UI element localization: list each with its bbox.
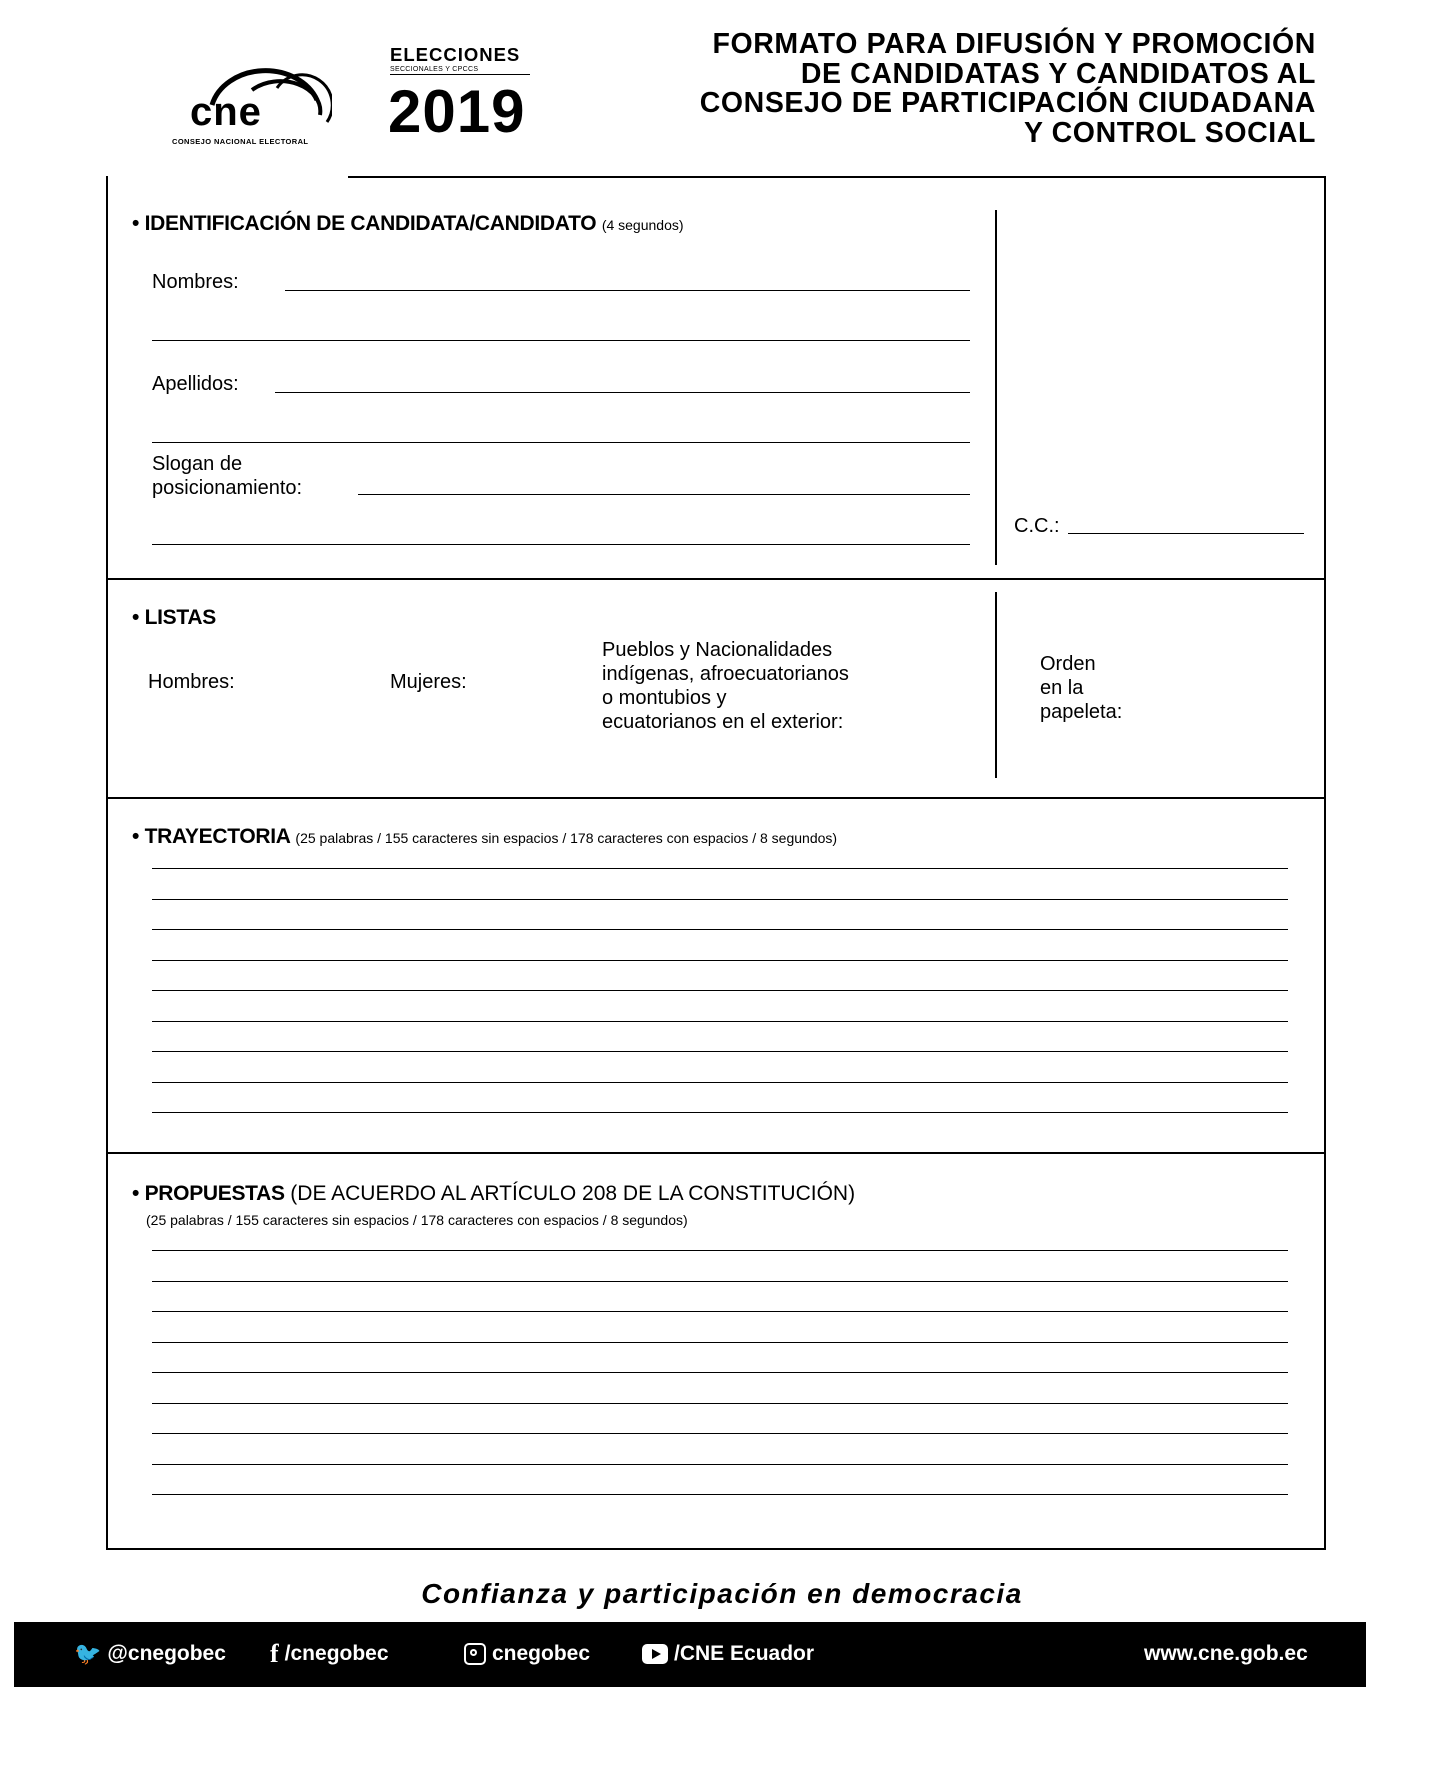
trayectoria-line[interactable] bbox=[152, 1021, 1288, 1022]
propuestas-line[interactable] bbox=[152, 1494, 1288, 1495]
trayectoria-line[interactable] bbox=[152, 960, 1288, 961]
trayectoria-line[interactable] bbox=[152, 899, 1288, 900]
nombres-field-2[interactable] bbox=[152, 340, 970, 341]
title-line-3: CONSEJO DE PARTICIPACIÓN CIUDADANA bbox=[699, 87, 1316, 119]
elections-logo-word: ELECCIONES bbox=[390, 44, 521, 65]
section-title-propuestas: • PROPUESTAS (DE ACUERDO AL ARTÍCULO 208 DE LA CONSTITUCIÓN) bbox=[132, 1182, 856, 1205]
cne-logo-text: cne bbox=[190, 90, 262, 134]
trayectoria-line[interactable] bbox=[152, 868, 1288, 869]
nombres-label: Nombres: bbox=[152, 271, 239, 293]
propuestas-line[interactable] bbox=[152, 1250, 1288, 1251]
trayectoria-line[interactable] bbox=[152, 929, 1288, 930]
apellidos-field[interactable] bbox=[275, 392, 970, 393]
apellidos-field-2[interactable] bbox=[152, 442, 970, 443]
youtube-link[interactable]: /CNE Ecuador bbox=[642, 1642, 814, 1666]
propuestas-line[interactable] bbox=[152, 1311, 1288, 1312]
slogan-label-2: posicionamiento: bbox=[152, 477, 303, 499]
title-line-1: FORMATO PARA DIFUSIÓN Y PROMOCIÓN bbox=[712, 28, 1316, 60]
hombres-label: Hombres: bbox=[148, 671, 235, 693]
website-link[interactable]: www.cne.gob.ec bbox=[1144, 1642, 1308, 1665]
instagram-icon bbox=[464, 1643, 486, 1665]
section-title-trayectoria: • TRAYECTORIA (25 palabras / 155 caracteres sin espacios / 178 caracteres con espacios / 8 segundos) bbox=[132, 825, 838, 848]
propuestas-line[interactable] bbox=[152, 1403, 1288, 1404]
title-line-2: DE CANDIDATAS Y CANDIDATOS AL bbox=[800, 57, 1316, 90]
footer-bar bbox=[14, 1622, 1366, 1687]
pueblos-label: Pueblos y Nacionalidades indígenas, afroecuatorianos o montubios y ecuatorianos en el exterior: bbox=[602, 639, 849, 733]
propuestas-line[interactable] bbox=[152, 1464, 1288, 1465]
propuestas-note: (25 palabras / 155 caracteres sin espacios / 178 caracteres con espacios / 8 segundos) bbox=[146, 1212, 688, 1228]
propuestas-line[interactable] bbox=[152, 1372, 1288, 1373]
trayectoria-line[interactable] bbox=[152, 1082, 1288, 1083]
facebook-icon: f bbox=[270, 1639, 279, 1668]
section-title-listas: • LISTAS bbox=[132, 606, 216, 629]
propuestas-line[interactable] bbox=[152, 1342, 1288, 1343]
slogan-field-2[interactable] bbox=[152, 544, 970, 545]
section-divider bbox=[108, 797, 1324, 799]
cne-logo-subtitle: CONSEJO NACIONAL ELECTORAL bbox=[172, 137, 309, 146]
page-title bbox=[596, 30, 1316, 148]
mujeres-label: Mujeres: bbox=[390, 671, 467, 693]
trayectoria-line[interactable] bbox=[152, 990, 1288, 991]
trayectoria-line[interactable] bbox=[152, 1051, 1288, 1052]
apellidos-label: Apellidos: bbox=[152, 373, 239, 395]
twitter-icon: 🐦 bbox=[74, 1641, 102, 1666]
section-divider bbox=[108, 578, 1324, 580]
elections-logo-subtitle: SECCIONALES Y CPCCS bbox=[390, 66, 530, 75]
footer-slogan: Confianza y participación en democracia bbox=[421, 1578, 1023, 1609]
cc-field[interactable] bbox=[1068, 533, 1304, 534]
trayectoria-line[interactable] bbox=[152, 1112, 1288, 1113]
instagram-link[interactable]: cnegobec bbox=[464, 1642, 590, 1666]
facebook-link[interactable]: f /cnegobec bbox=[270, 1639, 389, 1668]
slogan-label-1: Slogan de bbox=[152, 453, 243, 475]
photo-area-divider bbox=[995, 210, 997, 565]
twitter-link[interactable]: 🐦 @cnegobec bbox=[74, 1641, 226, 1666]
section-divider bbox=[108, 1152, 1324, 1154]
orden-label: Orden en la papeleta: bbox=[1040, 653, 1123, 723]
youtube-icon bbox=[642, 1644, 668, 1664]
section-title-identificacion: • IDENTIFICACIÓN DE CANDIDATA/CANDIDATO (4 segundos) bbox=[132, 212, 684, 235]
slogan-field[interactable] bbox=[358, 494, 970, 495]
nombres-field[interactable] bbox=[285, 290, 970, 291]
cc-label: C.C.: bbox=[1014, 515, 1060, 537]
elections-logo-year: 2019 bbox=[388, 78, 526, 145]
form-frame bbox=[106, 176, 1326, 1550]
title-line-4: Y CONTROL SOCIAL bbox=[1024, 116, 1316, 149]
orden-divider bbox=[995, 592, 997, 778]
propuestas-line[interactable] bbox=[152, 1433, 1288, 1434]
propuestas-line[interactable] bbox=[152, 1281, 1288, 1282]
